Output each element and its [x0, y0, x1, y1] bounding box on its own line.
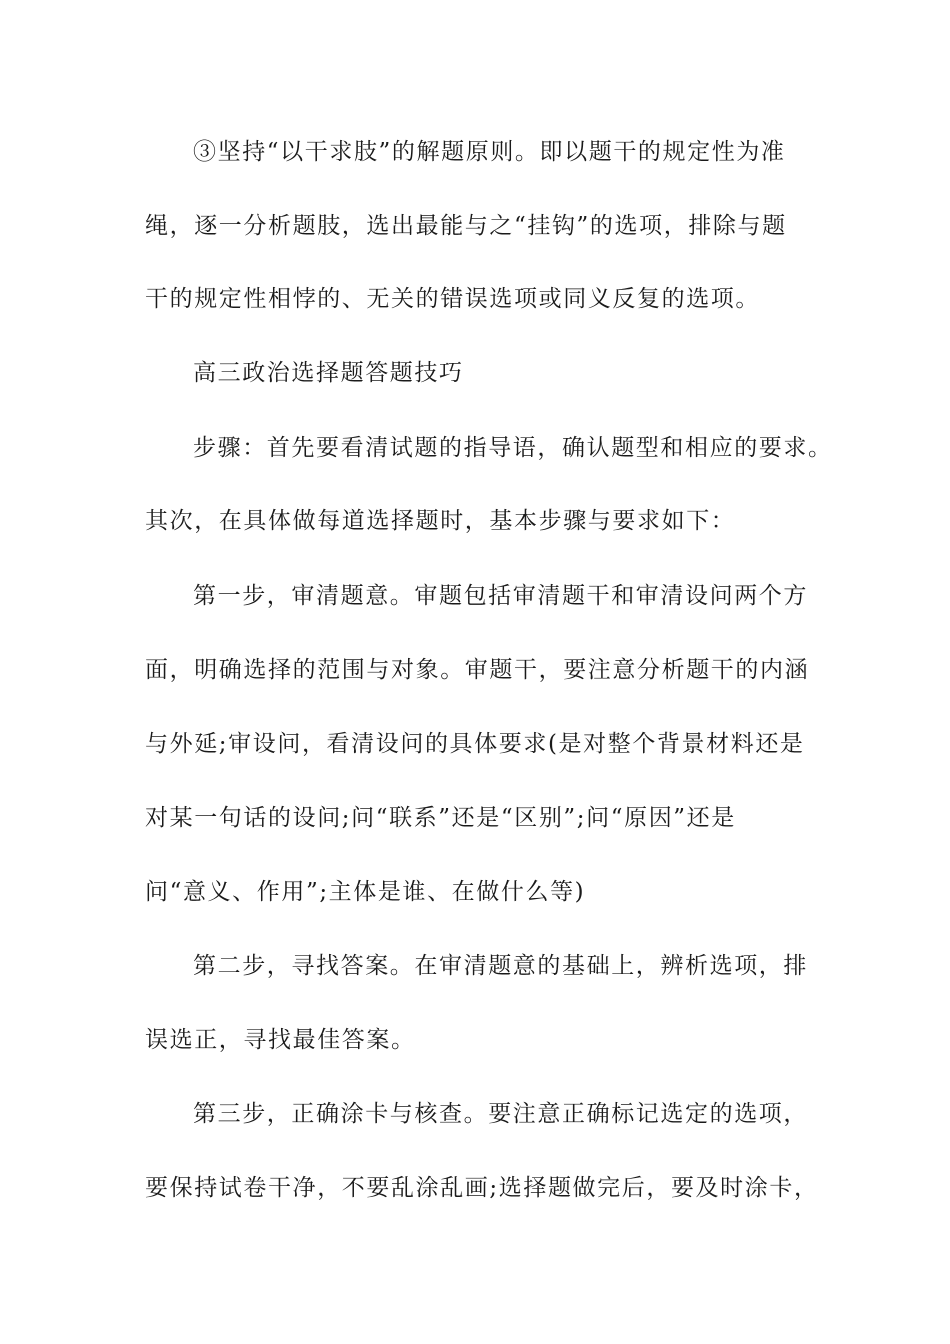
paragraph-line: 误选正，寻找最佳答案。 [145, 1027, 416, 1053]
section-heading: 高三政治选择题答题技巧 [193, 360, 464, 386]
paragraph-line: 干的规定性相悖的、无关的错误选项或同义反复的选项。 [145, 286, 760, 312]
paragraph-line: 绳，逐一分析题肢，选出最能与之“挂钩”的选项，排除与题 [145, 213, 787, 239]
paragraph-line: 问“意义、作用”;主体是谁、在做什么等) [145, 879, 586, 905]
paragraph-line: ③坚持“以干求肢”的解题原则。即以题干的规定性为准 [193, 139, 786, 165]
paragraph-line: 第二步，寻找答案。在审清题意的基础上，辨析选项，排 [193, 953, 808, 979]
paragraph-line: 第一步，审清题意。审题包括审清题干和审清设问两个方 [193, 583, 808, 609]
paragraph-line: 对某一句话的设问;问“联系”还是“区别”;问“原因”还是 [145, 805, 736, 831]
paragraph-line: 第三步，正确涂卡与核查。要注意正确标记选定的选项， [193, 1101, 808, 1127]
paragraph-line: 其次，在具体做每道选择题时，基本步骤与要求如下： [145, 508, 736, 534]
paragraph-line: 步骤：首先要看清试题的指导语，确认题型和相应的要求。 [193, 435, 833, 461]
paragraph-line: 与外延;审设问，看清设问的具体要求(是对整个背景材料还是 [145, 731, 805, 757]
paragraph-line: 要保持试卷干净，不要乱涂乱画;选择题做完后，要及时涂卡， [145, 1175, 819, 1201]
paragraph-line: 面，明确选择的范围与对象。审题干，要注意分析题干的内涵 [145, 657, 810, 683]
